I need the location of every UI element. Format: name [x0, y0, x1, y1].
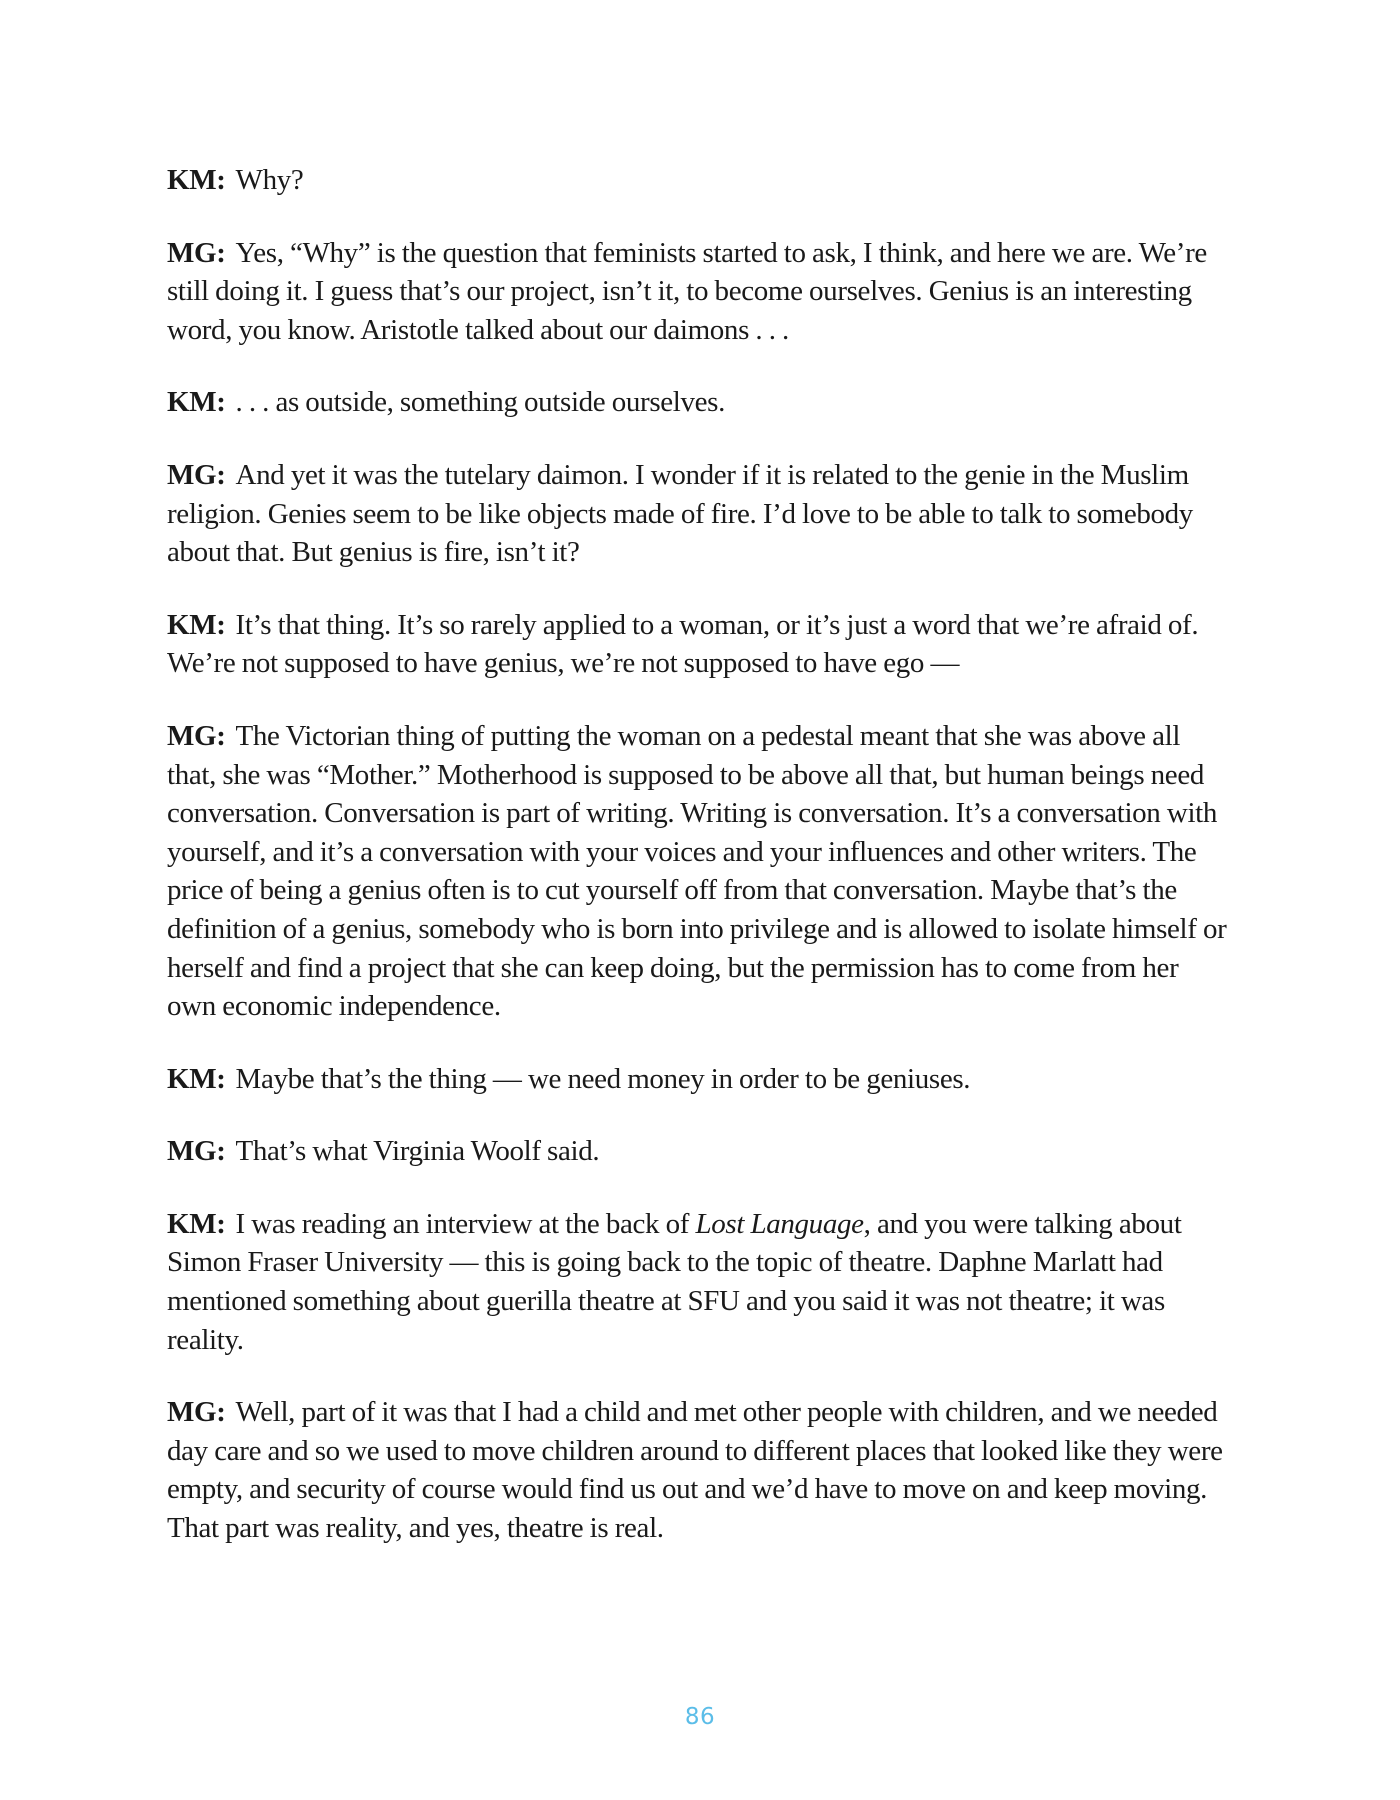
dialogue-paragraph	[167, 1205, 1229, 1359]
dialogue-paragraph	[167, 1393, 1229, 1547]
speaker-label: KM:	[167, 1207, 226, 1240]
dialogue-paragraph	[167, 606, 1229, 683]
dialogue-text: Maybe that’s the thing — we need money in order to be geniuses.	[235, 1062, 971, 1095]
speaker-label: MG:	[167, 719, 226, 752]
dialogue-text: The Victorian thing of putting the woman on a pedestal meant that she was above all that, she was “Mother.” Motherhood is supposed to be above all that, but human beings need conversation. Conversation is part of writing. Writing is conversation. It’s a conversation with yourself, and it’s a conversation with your voices and your influences and other writers. The price of being a genius often is to cut yourself off from that conversation. Maybe that’s the definition of a genius, somebody who is born into privilege and is allowed to isolate himself or herself and find a project that she can keep doing, but the permission has to come from her own economic independence.	[167, 719, 1227, 1023]
dialogue-text: Yes, “Why” is the question that feminists started to ask, I think, and here we are. We’re still doing it. I guess that’s our project, isn’t it, to become ourselves. Genius is an interesting word, you know. Aristotle talked about our daimons . . .	[167, 236, 1207, 346]
interview-transcript	[167, 161, 1229, 1582]
dialogue-paragraph	[167, 161, 1229, 200]
dialogue-text: , and you were talking about Simon Fraser University — this is going back to the topic of theatre. Daphne Marlatt had mentioned something about guerilla theatre at SFU and you said it was not theatre; it was reality.	[167, 1207, 1182, 1356]
dialogue-text: That’s what Virginia Woolf said.	[235, 1135, 600, 1168]
dialogue-paragraph	[167, 234, 1229, 350]
dialogue-text: And yet it was the tutelary daimon. I wonder if it is related to the genie in the Muslim religion. Genies seem to be like objects made of fire. I’d love to be able to talk to somebody about that. But genius is fire, isn’t it?	[167, 458, 1193, 569]
speaker-label: KM:	[167, 386, 226, 419]
dialogue-text: . . . as outside, something outside ourselves.	[235, 386, 726, 419]
speaker-label: MG:	[167, 236, 226, 269]
speaker-label: MG:	[167, 1135, 226, 1168]
dialogue-paragraph	[167, 1060, 1229, 1099]
dialogue-text: I was reading an interview at the back of	[235, 1207, 696, 1240]
dialogue-paragraph	[167, 1132, 1229, 1171]
page-number: 86	[684, 1704, 716, 1730]
speaker-label: MG:	[167, 458, 226, 491]
dialogue-text: Well, part of it was that I had a child and met other people with children, and we needed day care and so we used to move children around to different places that looked like they were empty, and security of course would find us out and we’d have to move on and keep moving. That part was reality, and yes, theatre is real.	[167, 1396, 1223, 1545]
speaker-label: KM:	[167, 1062, 226, 1095]
speaker-label: KM:	[167, 608, 226, 641]
dialogue-text: It’s that thing. It’s so rarely applied to a woman, or it’s just a word that we’re afraid of. We’re not supposed to have genius, we’re not supposed to have ego —	[167, 608, 1199, 680]
dialogue-paragraph	[167, 456, 1229, 572]
book-title: Lost Language	[695, 1207, 864, 1240]
dialogue-text: Why?	[235, 164, 304, 196]
speaker-label: MG:	[167, 1396, 226, 1429]
dialogue-paragraph	[167, 717, 1229, 1026]
speaker-label: KM:	[167, 164, 226, 196]
dialogue-paragraph	[167, 383, 1229, 422]
